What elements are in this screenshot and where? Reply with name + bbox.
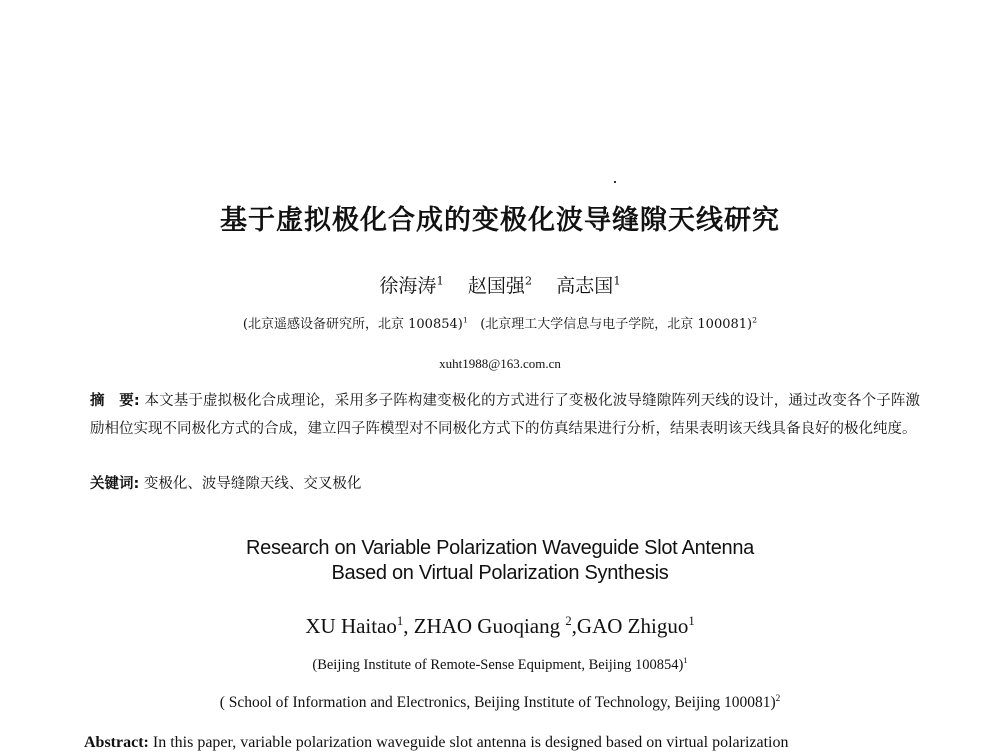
scan-speck <box>614 181 616 183</box>
abstract-text: 本文基于虚拟极化合成理论，采用多子阵构建变极化的方式进行了变极化波导缝隙阵列天线的设计，通过改变各个子阵激励相位实现不同极化方式的合成，建立四子阵模型对不同极化方式下的仿真结果进行分析，结果表明该天线具备良好的极化纯度。 <box>90 393 921 437</box>
paper-title-en <box>0 536 1000 586</box>
author-sup: 1 <box>436 273 444 288</box>
title-en-line: Research on Variable Polarization Waveguide Slot Antenna <box>246 537 754 559</box>
abstract-cn <box>90 387 920 443</box>
author-sup: 2 <box>565 614 572 628</box>
affiliation-2: (北京理工大学信息与电子学院，北京 100081) <box>480 317 753 332</box>
author-sup: 2 <box>524 273 533 288</box>
author-email: xuht1988@163.com.cn <box>439 356 561 371</box>
title-en-line: Based on Virtual Polarization Synthesis <box>331 562 669 584</box>
author-name: XU Haitao <box>305 614 397 638</box>
abstract-en-label: Abstract: <box>84 734 149 751</box>
affiliation-sup: 1 <box>462 315 468 325</box>
affiliation-en-2 <box>0 694 1000 712</box>
author-sup: 1 <box>613 273 621 288</box>
affiliation-text: ( School of Information and Electronics, Beijing Institute of Technology, Beijing 100081) <box>219 694 776 712</box>
affiliation-en-1 <box>0 655 1000 674</box>
affiliation-text: (Beijing Institute of Remote-Sense Equipment, Beijing 100854) <box>312 656 684 673</box>
author-name: 徐海涛 <box>379 275 437 297</box>
keywords-label: 关键词: <box>90 476 140 492</box>
affiliation-1: (北京遥感设备研究所，北京 100854) <box>242 317 463 332</box>
authors-cn <box>0 271 1000 298</box>
authors-en <box>0 614 1000 639</box>
abstract-label: 摘 要: <box>90 393 140 409</box>
keywords-text: 变极化、波导缝隙天线、交叉极化 <box>143 476 362 492</box>
author-name: , ZHAO Guoqiang <box>403 614 566 638</box>
affiliation-sup: 1 <box>683 655 688 665</box>
author-name: 高志国 <box>556 275 614 297</box>
author-sup: 1 <box>688 614 695 628</box>
author-name: ,GAO Zhiguo <box>571 614 689 638</box>
keywords-cn <box>90 470 920 498</box>
author-sup: 1 <box>396 614 404 628</box>
paper-title-cn: 基于虚拟极化合成的变极化波导缝隙天线研究 <box>220 205 780 236</box>
author-name: 赵国强 <box>467 275 525 297</box>
abstract-en <box>84 734 924 752</box>
affiliation-sup: 2 <box>775 694 781 704</box>
abstract-en-text: In this paper, variable polarization waveguide slot antenna is designed based on virtual polarization <box>148 734 789 751</box>
affiliation-cn <box>0 313 1000 332</box>
affiliation-sup: 2 <box>752 315 758 325</box>
